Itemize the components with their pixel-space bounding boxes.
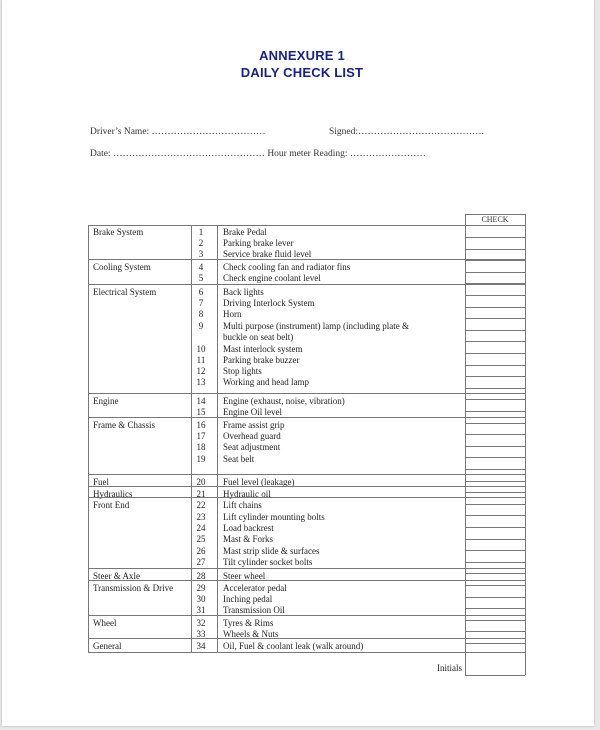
table-row [88, 533, 465, 545]
row-num: 17 [196, 431, 206, 441]
check-cell-rule [465, 214, 525, 215]
table-rule [88, 638, 525, 639]
check-cell-rule [465, 237, 525, 238]
row-item: Brake Pedal [223, 227, 267, 237]
row-num: 31 [196, 605, 206, 615]
column-rule [88, 225, 89, 652]
row-item: Fuel level (leakage) [223, 477, 295, 487]
table-row [88, 308, 465, 320]
row-num: 26 [196, 546, 206, 556]
row-num: 23 [196, 512, 206, 522]
check-cell-rule [465, 225, 525, 226]
table-row [88, 331, 465, 343]
row-item: Multi purpose (instrument) lamp (including plate & [223, 321, 409, 331]
row-item: Stop lights [223, 366, 262, 376]
row-item: Check engine coolant level [223, 273, 321, 283]
check-cell-rule [465, 504, 525, 505]
check-cell-rule [465, 652, 525, 653]
row-category: Steer & Axle [93, 571, 140, 581]
check-cell-rule [465, 353, 525, 354]
check-cell-rule [465, 295, 525, 296]
row-item: Tilt cylinder socket bolts [223, 557, 313, 567]
row-item: Engine (exhaust, noise, vibration) [223, 396, 345, 406]
check-cell-rule [465, 631, 525, 632]
row-category: Front End [93, 500, 130, 510]
check-cell-rule [465, 643, 525, 644]
check-cell-rule [465, 434, 525, 435]
row-item: Mast interlock system [223, 344, 303, 354]
row-item: Tyres & Rims [223, 618, 274, 628]
table-row [88, 499, 465, 511]
check-cell-rule [465, 515, 525, 516]
check-cell-rule [465, 539, 525, 540]
row-category: Hydraulics [93, 489, 133, 499]
row-item: Horn [223, 309, 242, 319]
table-rule [88, 474, 525, 475]
row-num: 22 [196, 500, 206, 510]
row-item: Driving Interlock System [223, 298, 315, 308]
column-rule [217, 225, 218, 652]
row-num: 13 [196, 377, 206, 387]
row-num: 16 [196, 420, 206, 430]
check-cell-rule [465, 376, 525, 377]
row-num: 6 [198, 287, 204, 297]
row-num: 9 [198, 321, 204, 331]
row-category: Fuel [93, 477, 110, 487]
table-rule [88, 580, 525, 581]
row-item: Parking brake lever [223, 238, 294, 248]
row-num: 8 [198, 309, 204, 319]
table-rule [88, 417, 525, 418]
row-item: Hydraulic oil [223, 489, 271, 499]
check-cell-rule [465, 341, 525, 342]
row-num: 11 [196, 355, 206, 365]
row-num: 18 [196, 442, 206, 452]
row-num: 15 [196, 407, 206, 417]
row-num: 34 [196, 641, 206, 651]
row-num: 7 [198, 298, 204, 308]
checklist-title: DAILY CHECK LIST [240, 65, 364, 80]
check-cell-rule [465, 446, 525, 447]
row-num: 19 [196, 454, 206, 464]
annexure-title: ANNEXURE 1 [259, 48, 345, 63]
table-rule [88, 284, 525, 285]
table-rule [88, 225, 525, 226]
check-cell-rule [465, 249, 525, 250]
initials-label: Initials [437, 663, 462, 673]
row-category: Wheel [93, 618, 117, 628]
check-cell-rule [465, 330, 525, 331]
row-category: Electrical System [93, 287, 157, 297]
row-item: Oil, Fuel & coolant leak (walk around) [223, 641, 364, 651]
row-item: Wheels & Nuts [223, 629, 279, 639]
row-num: 29 [196, 583, 206, 593]
check-cell-rule [465, 481, 525, 482]
row-num: 2 [198, 238, 204, 248]
check-cell-rule [465, 411, 525, 412]
column-rule [525, 214, 526, 675]
check-cell-rule [465, 608, 525, 609]
row-category: Frame & Chassis [93, 420, 155, 430]
row-category: General [93, 641, 122, 651]
row-num: 30 [196, 594, 206, 604]
table-rule [88, 259, 525, 260]
row-category: Cooling System [93, 262, 151, 272]
table-row [88, 441, 465, 453]
table-row [88, 376, 465, 388]
row-item: Working and head lamp [223, 377, 310, 387]
row-num: 25 [196, 534, 206, 544]
check-column-header: CHECK [481, 215, 509, 224]
check-cell-rule [465, 675, 525, 676]
row-num: 10 [196, 344, 206, 354]
row-item: Service brake fluid level [223, 249, 312, 259]
row-num: 14 [196, 396, 206, 406]
check-cell-rule [465, 307, 525, 308]
row-num: 28 [196, 571, 206, 581]
check-cell-rule [465, 260, 525, 261]
table-rule [88, 652, 525, 653]
check-cell-rule [465, 573, 525, 574]
check-cell-rule [465, 399, 525, 400]
check-cell-rule [465, 550, 525, 551]
check-cell-rule [465, 620, 525, 621]
check-cell-rule [465, 597, 525, 598]
check-cell-rule [465, 492, 525, 493]
table-row [88, 640, 465, 652]
check-cell-rule [465, 562, 525, 563]
row-item: Check cooling fan and radiator fins [223, 262, 351, 272]
row-num: 4 [198, 262, 204, 272]
table-row [88, 272, 465, 284]
row-num: 1 [198, 227, 204, 237]
row-item: Parking brake buzzer [223, 355, 300, 365]
row-item: Mast & Forks [223, 534, 274, 544]
row-category: Transmission & Drive [93, 583, 174, 593]
row-num: 5 [198, 273, 204, 283]
check-cell-rule [465, 527, 525, 528]
row-item: Lift chains [223, 500, 262, 510]
row-num: 3 [198, 249, 204, 259]
check-cell-rule [465, 272, 525, 273]
row-num: 21 [196, 489, 206, 499]
table-row [88, 556, 465, 568]
row-num: 32 [196, 618, 206, 628]
row-item: Engine Oil level [223, 407, 282, 417]
row-item: buckle on seat belt) [223, 332, 294, 342]
row-item: Transmission Oil [223, 605, 285, 615]
check-cell-rule [465, 283, 525, 284]
check-cell-rule [465, 423, 525, 424]
row-item: Frame assist grip [223, 420, 285, 430]
row-item: Overhead guard [223, 431, 281, 441]
check-cell-rule [465, 469, 525, 470]
row-item: Lift cylinder mounting bolts [223, 512, 325, 522]
row-item: Inching pedal [223, 594, 273, 604]
column-rule [191, 225, 192, 652]
table-rule [88, 497, 525, 498]
row-item: Load backrest [223, 523, 274, 533]
row-num: 27 [196, 557, 206, 567]
row-item: Seat belt [223, 454, 255, 464]
row-item: Back lights [223, 287, 264, 297]
row-item: Mast strip slide & surfaces [223, 546, 320, 556]
document-page [2, 0, 594, 726]
row-category: Brake System [93, 227, 144, 237]
check-cell-rule [465, 585, 525, 586]
row-category: Engine [93, 396, 119, 406]
table-rule [88, 615, 525, 616]
row-item: Steer wheel [223, 571, 266, 581]
row-num: 12 [196, 366, 206, 376]
row-item: Accelerator pedal [223, 583, 287, 593]
driver-name-field: Driver’s Name: ……………………………… [90, 127, 266, 137]
row-num: 33 [196, 629, 206, 639]
check-cell-rule [465, 457, 525, 458]
check-cell-rule [465, 388, 525, 389]
table-rule [88, 568, 525, 569]
table-rule [88, 393, 525, 394]
row-num: 24 [196, 523, 206, 533]
check-cell-rule [465, 365, 525, 366]
check-cell-rule [465, 318, 525, 319]
signed-field: Signed:…………………………………. [329, 127, 484, 137]
table-rule [88, 486, 525, 487]
row-num: 20 [196, 477, 206, 487]
date-hour-meter-field: Date: ………………………………………… Hour meter Reading: …………………… [90, 149, 426, 159]
table-row [88, 453, 465, 465]
row-item: Seat adjustment [223, 442, 281, 452]
